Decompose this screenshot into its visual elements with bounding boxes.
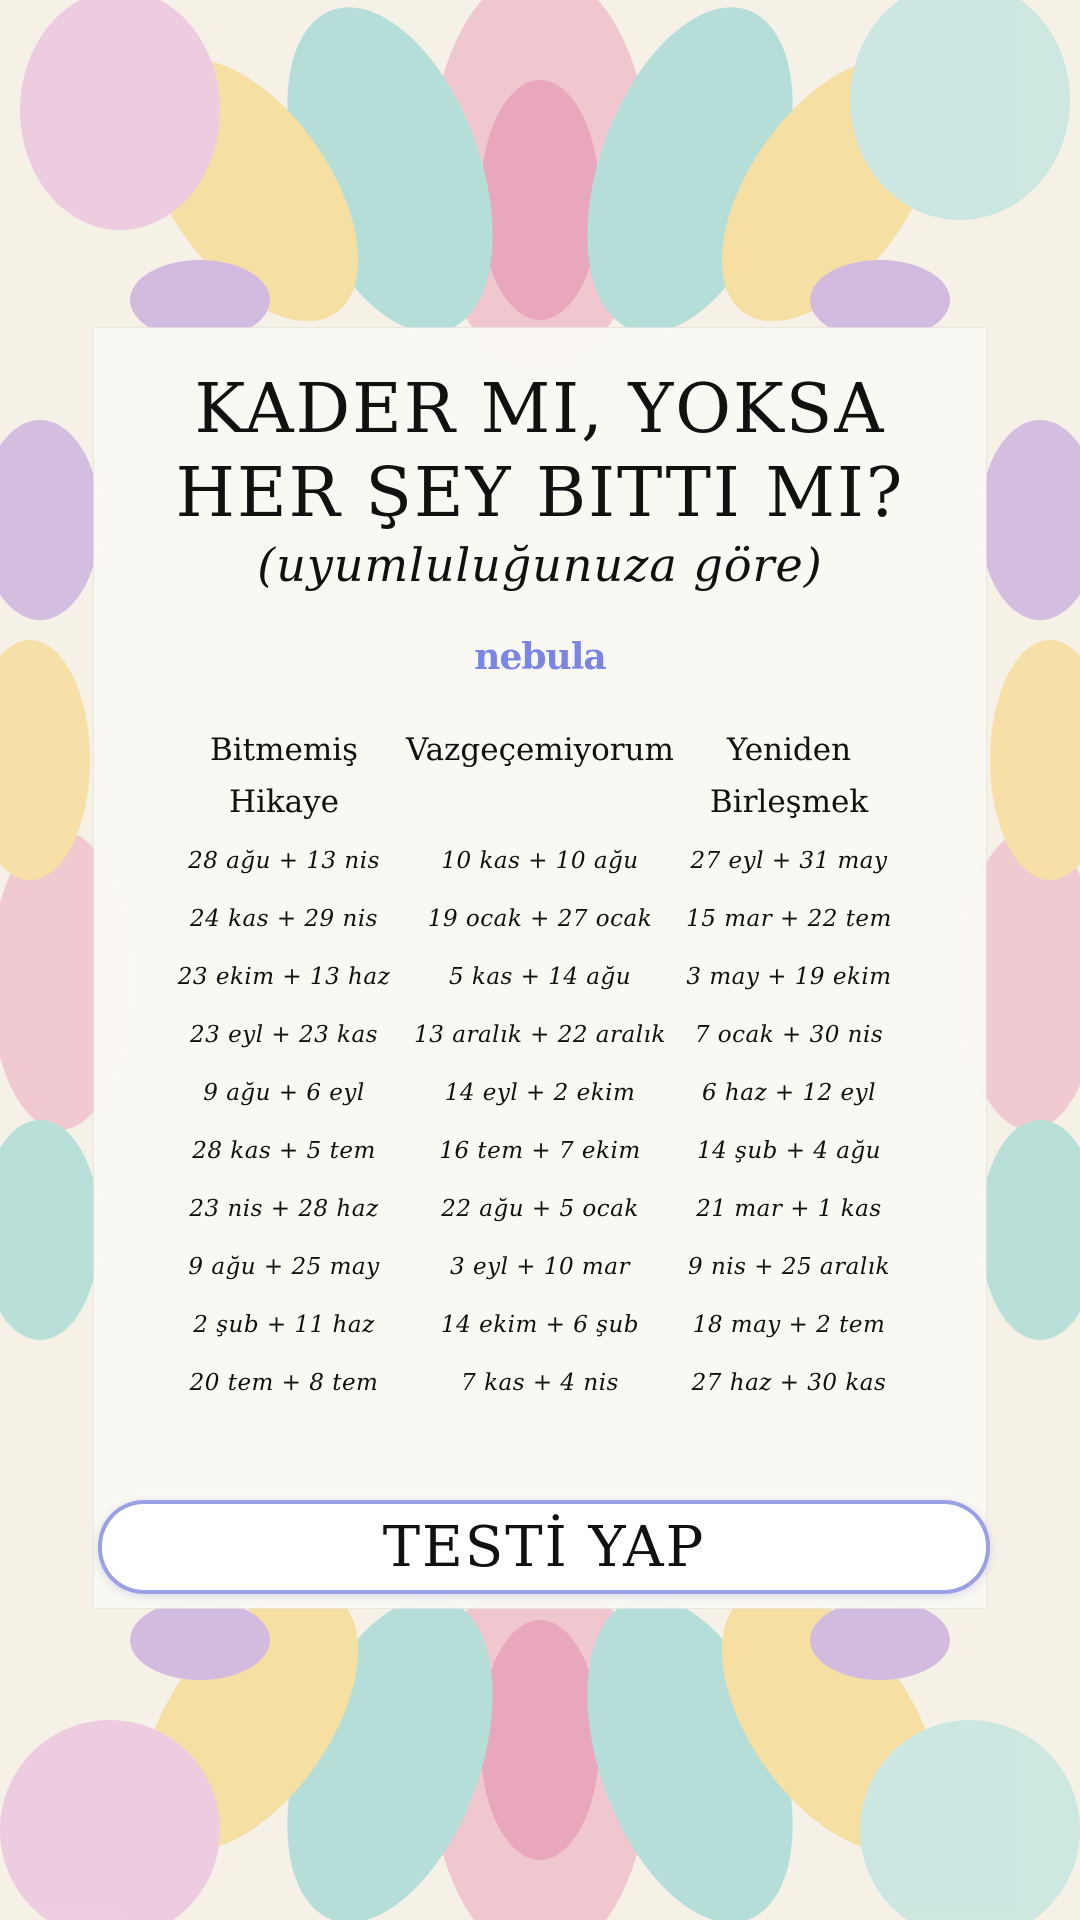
column-vazgecemiyorum — [404, 724, 676, 1412]
column-heading-line2: Birleşmek — [709, 784, 869, 820]
column-heading — [149, 724, 419, 828]
page-title-line1: KADER MI, YOKSA — [194, 370, 886, 449]
date-pair: 2 şub + 11 haz — [193, 1312, 375, 1338]
date-pair: 21 mar + 1 kas — [696, 1196, 882, 1222]
date-pair: 13 aralık + 22 aralık — [414, 1022, 666, 1048]
date-pair: 24 kas + 29 nis — [190, 906, 378, 932]
date-pair: 23 eyl + 23 kas — [190, 1022, 378, 1048]
date-pair: 27 eyl + 31 may — [690, 848, 888, 874]
page-title-line2: HER ŞEY BITTI MI? — [175, 454, 905, 533]
date-pair: 18 may + 2 tem — [692, 1312, 886, 1338]
date-pair: 5 kas + 14 ağu — [448, 964, 632, 990]
date-pair: 22 ağu + 5 ocak — [441, 1196, 639, 1222]
column-heading — [404, 724, 676, 828]
date-pair: 7 kas + 4 nis — [461, 1370, 619, 1396]
date-pair: 14 şub + 4 ağu — [696, 1138, 881, 1164]
date-pair-list — [149, 832, 419, 1412]
date-pair: 9 ağu + 6 eyl — [203, 1080, 365, 1106]
date-pair: 9 nis + 25 aralık — [688, 1254, 890, 1280]
column-yeniden-birlesmek — [654, 724, 924, 1412]
date-pair: 19 ocak + 27 ocak — [427, 906, 653, 932]
date-pair: 20 tem + 8 tem — [189, 1370, 379, 1396]
date-pair: 14 ekim + 6 şub — [441, 1312, 639, 1338]
brand-logo: nebula — [474, 636, 606, 678]
take-test-button[interactable]: TESTİ YAP — [98, 1500, 990, 1594]
date-pair: 6 haz + 12 eyl — [701, 1080, 877, 1106]
date-pair: 9 ağu + 25 may — [188, 1254, 380, 1280]
date-pair-list — [654, 832, 924, 1412]
column-heading-line2: Hikaye — [228, 784, 340, 820]
date-pair: 3 may + 19 ekim — [686, 964, 892, 990]
date-pair: 14 eyl + 2 ekim — [444, 1080, 636, 1106]
date-pair: 28 kas + 5 tem — [192, 1138, 376, 1164]
date-pair: 7 ocak + 30 nis — [694, 1022, 884, 1048]
date-pair: 27 haz + 30 kas — [691, 1370, 887, 1396]
date-pair: 15 mar + 22 tem — [686, 906, 892, 932]
date-pair-list — [404, 832, 676, 1412]
column-heading-line1: Yeniden — [726, 732, 852, 768]
date-pair: 3 eyl + 10 mar — [450, 1254, 630, 1280]
content-card — [94, 328, 986, 1608]
column-heading-line1: Bitmemiş — [209, 732, 359, 768]
column-bitmemis-hikaye — [149, 724, 419, 1412]
date-pair: 23 nis + 28 haz — [189, 1196, 379, 1222]
column-heading — [654, 724, 924, 828]
date-pair: 28 ağu + 13 nis — [188, 848, 380, 874]
column-heading-line1: Vazgeçemiyorum — [406, 732, 674, 768]
date-pair: 16 tem + 7 ekim — [439, 1138, 641, 1164]
page-subtitle: (uyumluluğunuza göre) — [257, 538, 823, 592]
date-pair: 23 ekim + 13 haz — [177, 964, 391, 990]
date-pair: 10 kas + 10 ağu — [441, 848, 639, 874]
